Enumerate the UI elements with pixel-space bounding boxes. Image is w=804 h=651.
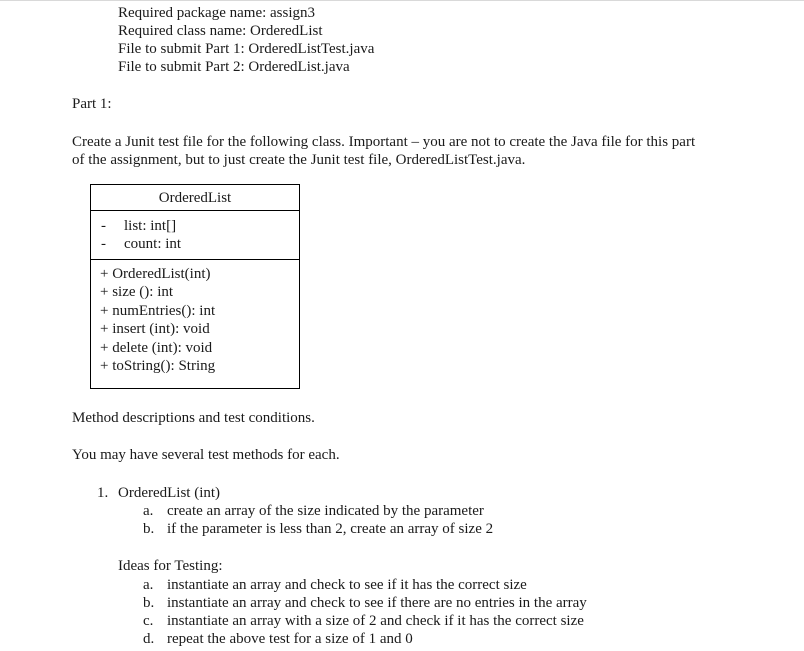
idea-text: instantiate an array with a size of 2 and check if it has the correct size xyxy=(167,613,584,629)
intro-line-2: of the assignment, but to just create the Junit test file, OrderedListTest.java. xyxy=(72,152,526,168)
uml-method: + OrderedList(int) xyxy=(100,266,211,282)
method-descriptions-text: Method descriptions and test conditions. xyxy=(72,410,315,426)
uml-method: + size (): int xyxy=(100,284,174,301)
uml-attribute xyxy=(91,235,299,253)
idea-letter: c. xyxy=(143,613,154,629)
idea-text: instantiate an array and check to see if it has the correct size xyxy=(167,577,527,593)
uml-method: + toString(): String xyxy=(100,357,216,374)
visibility-marker: - xyxy=(101,236,106,252)
item-title: OrderedList (int) xyxy=(118,485,221,501)
uml-attributes xyxy=(91,211,299,260)
uml-method: + insert (int): void xyxy=(100,321,210,338)
uml-method: + numEntries(): int xyxy=(100,302,216,319)
uml-method: + delete (int): void xyxy=(100,339,213,356)
uml-attribute xyxy=(91,217,299,235)
required-class: Required class name: OrderedList xyxy=(118,23,323,39)
uml-class-name: OrderedList xyxy=(91,185,299,211)
visibility-marker: - xyxy=(101,218,106,234)
idea-letter: a. xyxy=(143,577,154,593)
uml-class-diagram xyxy=(90,184,300,389)
intro-line-1: Create a Junit test file for the following class. Important – you are not to create the Java file for this part xyxy=(72,134,696,150)
idea-text: instantiate an array and check to see if there are no entries in the array xyxy=(167,595,587,611)
ideas-heading: Ideas for Testing: xyxy=(118,558,223,574)
condition-text: if the parameter is less than 2, create an array of size 2 xyxy=(167,521,494,537)
uml-methods xyxy=(91,260,299,375)
condition-letter: a. xyxy=(143,503,154,519)
idea-letter: b. xyxy=(143,595,155,611)
condition-letter: b. xyxy=(143,521,155,537)
part2-file: File to submit Part 2: OrderedList.java xyxy=(118,59,350,75)
condition-text: create an array of the size indicated by the parameter xyxy=(167,503,484,519)
attribute-text: count: int xyxy=(124,236,182,252)
several-tests-text: You may have several test methods for each. xyxy=(72,447,340,463)
part1-heading: Part 1: xyxy=(72,96,112,112)
idea-text: repeat the above test for a size of 1 and 0 xyxy=(167,631,413,647)
required-package: Required package name: assign3 xyxy=(118,5,316,21)
idea-letter: d. xyxy=(143,631,155,647)
top-border-line xyxy=(0,0,804,1)
part1-file: File to submit Part 1: OrderedListTest.java xyxy=(118,41,375,57)
attribute-text: list: int[] xyxy=(124,218,177,234)
item-number: 1. xyxy=(97,485,109,501)
